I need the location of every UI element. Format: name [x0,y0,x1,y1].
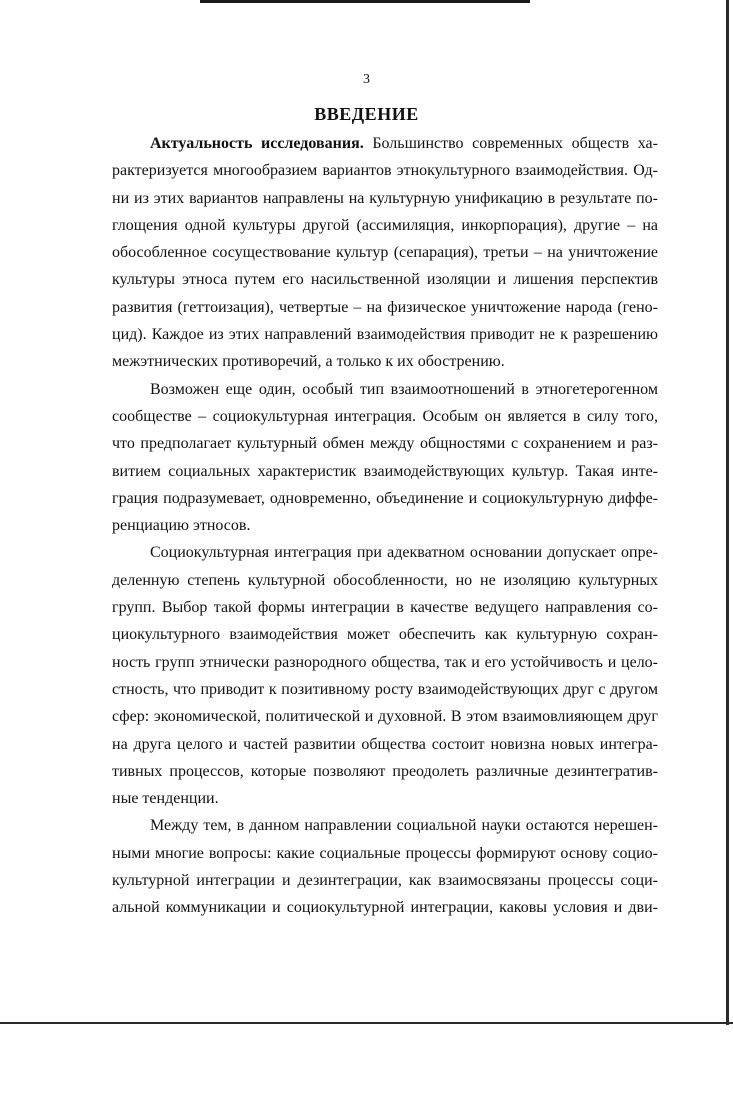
text-line: глощения одной культуры другой (ассимиляция, инкорпорация), другие – на [112,216,658,234]
lead-heading: Актуальность исследования. [150,135,364,152]
text-line: альной коммуникации и социокультурной интеграции, каковы условия и дви- [112,899,658,917]
text-line: Социокультурная интеграция при адекватном основании допускает опре- [150,544,658,562]
paragraph-relevance [112,130,658,376]
text-line: обособленное сосуществование культур (сепарация), третьи – на уничтожение [112,244,658,262]
scan-edge-top [200,0,530,3]
page-title: ВВЕДЕНИЕ [314,104,419,124]
text-line: ренциацию этносов. [112,517,251,535]
text-line: культуры этноса путем его насильственной изоляции и лишения перспектив [112,271,658,289]
scan-edge-bottom [0,1022,733,1024]
text-line: рактеризуется многообразием вариантов этнокультурного взаимодействия. Од- [112,162,658,180]
text-line: ность групп этнически разнородного общества, так и его устойчивость и цело- [112,653,658,671]
text-line: стность, что приводит к позитивному росту взаимодействующих друг с другом [112,680,658,698]
text-line: деленную степень культурной обособленности, но не изоляцию культурных [112,571,658,589]
text-line: циокультурного взаимодействия может обеспечить как культурную сохран- [112,626,658,644]
text-line: групп. Выбор такой формы интеграции в качестве ведущего направления со- [112,599,658,617]
scan-edge-right [726,0,729,1025]
text-line: Возможен еще один, особый тип взаимоотношений в этногетерогенном [150,380,658,398]
text-line: сфер: экономической, политической и духовной. В этом взаимовлияющем друг [112,708,658,726]
paragraph-integration [112,376,658,540]
text-line: грация подразумевает, одновременно, объединение и социокультурную диффе- [112,489,658,507]
text-line: ни из этих вариантов направлены на культурную унификацию в результате по- [112,189,658,207]
text-line: витием социальных характеристик взаимодействующих культур. Такая инте- [112,462,658,480]
page-number: 3 [363,72,370,87]
text-line: культурной интеграции и дезинтеграции, как взаимосвязаны процессы соци- [112,872,658,890]
paragraph-open-questions [112,812,658,921]
text-line: на друга целого и частей развитии общества состоит новизна новых интегра- [112,735,658,753]
text-line: Актуальность исследования. Большинство современных обществ ха- [150,135,658,152]
paragraph-sociocultural [112,539,658,812]
text-line: Между тем, в данном направлении социальной науки остаются нерешен- [150,817,658,835]
text-line: тивных процессов, которые позволяют преодолеть различные дезинтегратив- [112,762,658,780]
text-line: ными многие вопросы: какие социальные процессы формируют основу социо- [112,844,658,862]
text-line: цид). Каждое из этих направлений взаимодействия приводит не к разрешению [112,326,658,344]
text-line: ные тенденции. [112,790,219,808]
text-line: межэтнических противоречий, а только к их обострению. [112,353,505,371]
text-line: развития (геттоизация), четвертые – на физическое уничтожение народа (гено- [112,298,658,316]
body-text [112,130,658,922]
text-line: сообществе – социокультурная интеграция. Особым он является в силу того, [112,407,658,425]
text-line: что предполагает культурный обмен между общностями с сохранением и раз- [112,435,658,453]
